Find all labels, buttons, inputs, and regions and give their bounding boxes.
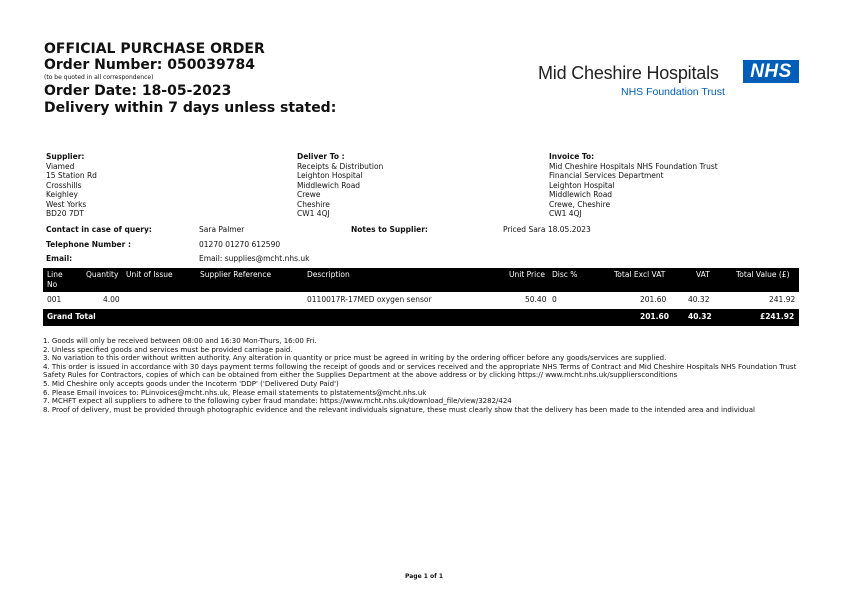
deliver-to-line: Cheshire bbox=[297, 199, 330, 209]
col-vat: VAT bbox=[696, 270, 710, 279]
deliver-to-line: Receipts & Distribution bbox=[297, 161, 384, 171]
grand-total-vat: 40.32 bbox=[688, 312, 712, 321]
invoice-to-line: CW1 4QJ bbox=[549, 209, 582, 218]
grand-total-row bbox=[43, 309, 799, 326]
supplier-line: Crosshills bbox=[46, 180, 82, 190]
deliver-to-line: CW1 4QJ bbox=[297, 209, 330, 218]
terms-list bbox=[43, 337, 803, 414]
grand-total-label: Grand Total bbox=[47, 312, 96, 321]
terms-item: 5. Mid Cheshire only accepts goods under the Incoterm 'DDP' ('Delivered Duty Paid') bbox=[43, 379, 339, 388]
page-number: Page 1 of 1 bbox=[405, 573, 443, 580]
row-unit-price: 50.40 bbox=[525, 295, 547, 304]
grand-total-value: £241.92 bbox=[760, 312, 795, 321]
order-number: Order Number: 050039784 bbox=[44, 57, 255, 73]
supplier-line: West Yorks bbox=[46, 199, 87, 209]
invoice-to-line: Mid Cheshire Hospitals NHS Foundation Trust bbox=[549, 161, 718, 171]
supplier-block bbox=[46, 152, 97, 219]
quote-note: (to be quoted in all correspondence) bbox=[44, 74, 154, 81]
col-description: Description bbox=[307, 270, 350, 279]
nhs-logo-badge: NHS bbox=[743, 60, 799, 83]
invoice-to-block bbox=[549, 152, 718, 219]
deliver-to-line: Middlewich Road bbox=[297, 180, 361, 190]
terms-item: 4. This order is issued in accordance with 30 days payment terms following the receipt of goods and or services received and the appropriate NHS Terms of Contract and Mid Cheshire Hospitals NHS Foundation Trust Safety Rules for Contractors, copies of which can be obtained from either the Supplies Department at the above address or by clicking https:// www.mcht.nhs.uk/suppliersconditions bbox=[43, 362, 797, 380]
terms-item: 2. Unless specified goods and services must be provided carriage paid. bbox=[43, 345, 293, 354]
terms-item: 3. No variation to this order without written authority. Any alteration in quantity or price must be agreed in writing by the ordering officer before any goods/services are supplied. bbox=[43, 354, 667, 363]
terms-item: 8. Proof of delivery, must be provided through photographic evidence and the relevant individuals signature, these must clearly show that the delivery has been made to the intended area and individual bbox=[43, 405, 755, 414]
supplier-label: Supplier: bbox=[46, 152, 85, 161]
row-total-value: 241.92 bbox=[769, 295, 796, 304]
trust-logo-name: Mid Cheshire Hospitals bbox=[538, 63, 719, 83]
table-row bbox=[43, 295, 799, 307]
invoice-to-line: Leighton Hospital bbox=[549, 180, 615, 190]
col-quantity: Quantity bbox=[86, 270, 119, 279]
col-total-value: Total Value (£) bbox=[736, 270, 790, 279]
deliver-to-block bbox=[297, 152, 383, 219]
col-total-excl-vat: Total Excl VAT bbox=[614, 270, 666, 279]
col-unit-price: Unit Price bbox=[509, 270, 545, 279]
delivery-terms: Delivery within 7 days unless stated: bbox=[44, 100, 337, 116]
supplier-line: Keighley bbox=[46, 190, 78, 199]
trust-logo-subtitle: NHS Foundation Trust bbox=[621, 86, 725, 98]
invoice-to-line: Middlewich Road bbox=[549, 190, 613, 199]
notes-to-supplier-label: Notes to Supplier: bbox=[351, 225, 428, 234]
col-supplier-reference: Supplier Reference bbox=[200, 270, 272, 279]
document-title: OFFICIAL PURCHASE ORDER bbox=[44, 41, 265, 57]
terms-item: 7. MCHFT expect all suppliers to adhere to the following cyber fraud mandate: https://www.mcht.nhs.uk/download_file/view/3282/424 bbox=[43, 397, 512, 406]
col-unit-of-issue: Unit of Issue bbox=[126, 270, 173, 279]
supplier-line: Viamed bbox=[46, 161, 75, 171]
row-total-excl-vat: 201.60 bbox=[640, 295, 667, 304]
supplier-line: BD20 7DT bbox=[46, 209, 84, 218]
invoice-to-line: Financial Services Department bbox=[549, 171, 664, 180]
row-quantity: 4.00 bbox=[103, 295, 120, 304]
row-disc: 0 bbox=[552, 295, 557, 304]
telephone-value: 01270 01270 612590 bbox=[199, 240, 281, 249]
contact-query-value: Sara Palmer bbox=[199, 225, 245, 234]
invoice-to-label: Invoice To: bbox=[549, 152, 595, 161]
telephone-label: Telephone Number : bbox=[46, 240, 131, 249]
col-line: Line bbox=[47, 270, 63, 279]
deliver-to-label: Deliver To : bbox=[297, 152, 345, 161]
terms-item: 6. Please Email invoices to: PLinvoices@mcht.nhs.uk, Please email statements to plstatements@mcht.nhs.uk bbox=[43, 388, 427, 397]
contact-query-label: Contact in case of query: bbox=[46, 225, 152, 234]
email-label: Email: bbox=[46, 254, 73, 263]
row-line: 001 bbox=[47, 295, 62, 304]
notes-to-supplier-value: Priced Sara 18.05.2023 bbox=[503, 225, 591, 234]
deliver-to-line: Crewe bbox=[297, 190, 321, 199]
supplier-line: 15 Station Rd bbox=[46, 171, 97, 180]
col-line-no: No bbox=[47, 280, 58, 289]
row-vat: 40.32 bbox=[688, 295, 710, 304]
col-disc: Disc % bbox=[552, 270, 578, 279]
order-date: Order Date: 18-05-2023 bbox=[44, 83, 232, 99]
order-table-header bbox=[43, 268, 799, 292]
grand-total-excl-vat: 201.60 bbox=[640, 312, 669, 321]
email-value: Email: supplies@mcht.nhs.uk bbox=[199, 254, 310, 263]
terms-item: 1. Goods will only be received between 08:00 and 16:30 Mon-Thurs, 16:00 Fri. bbox=[43, 337, 317, 345]
invoice-to-line: Crewe, Cheshire bbox=[549, 199, 611, 209]
row-description: 0110017R-17MED oxygen sensor bbox=[307, 295, 432, 304]
deliver-to-line: Leighton Hospital bbox=[297, 171, 363, 180]
